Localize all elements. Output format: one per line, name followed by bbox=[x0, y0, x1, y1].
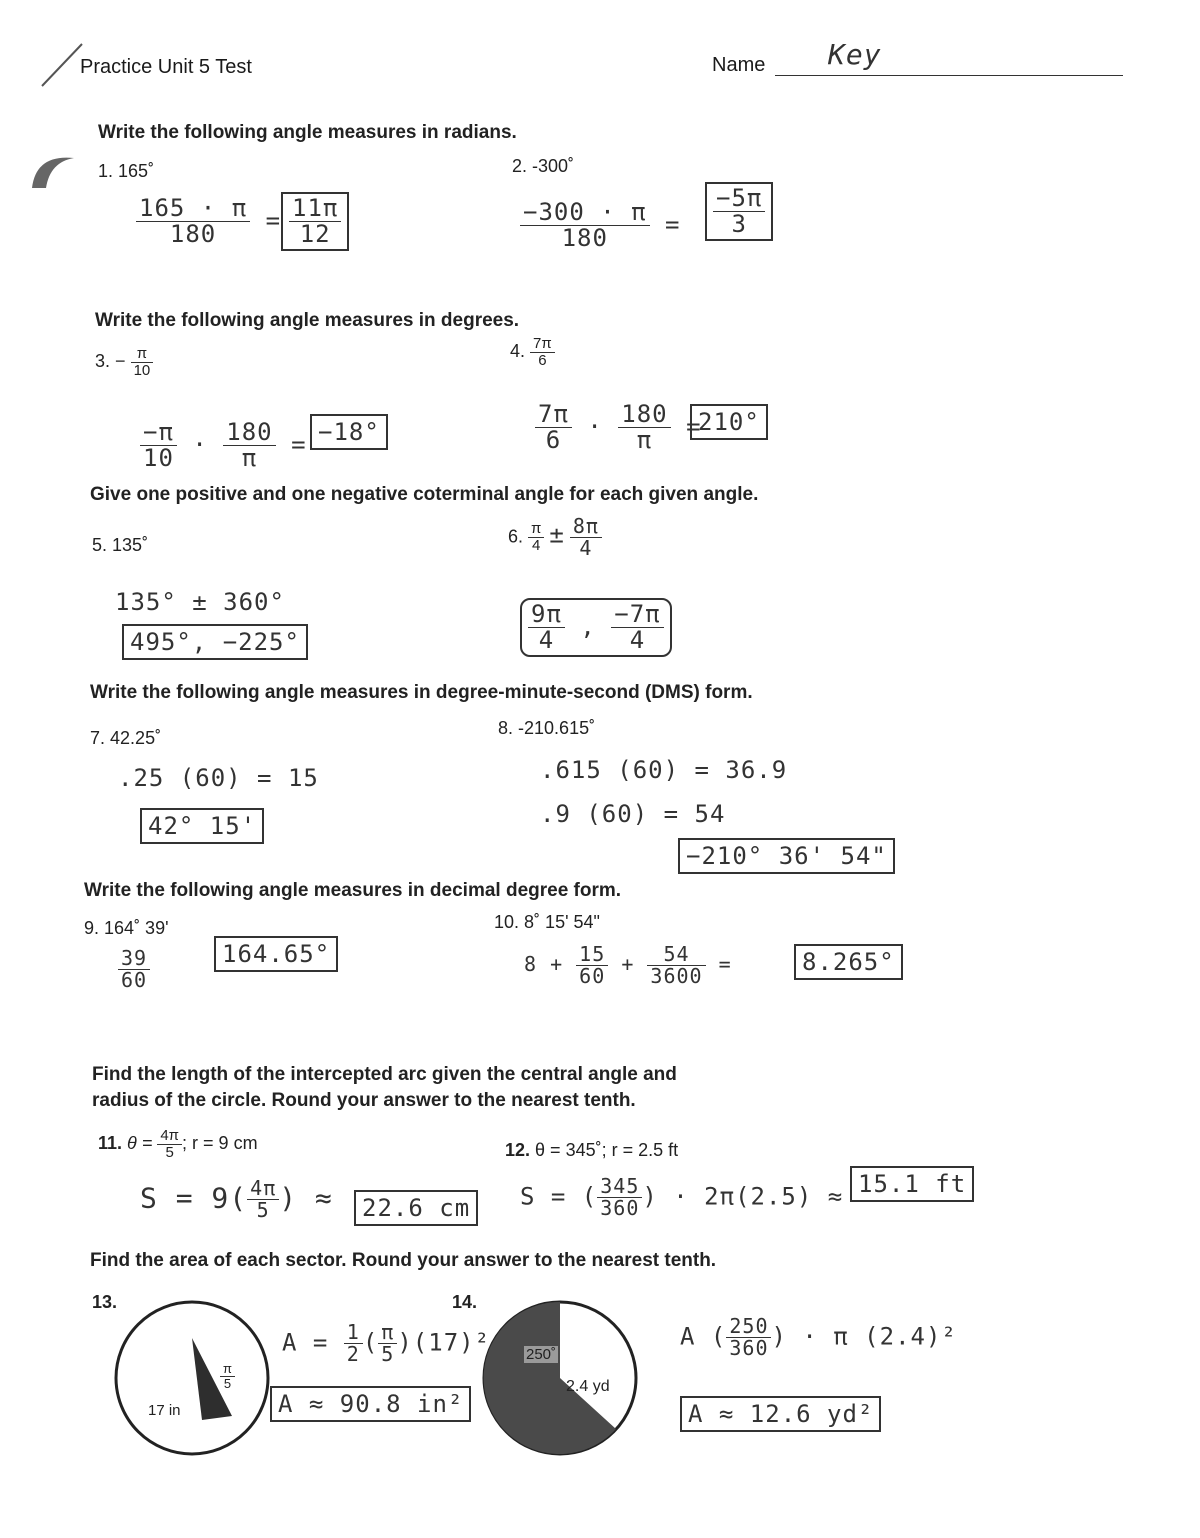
problem-14-number: 14. bbox=[452, 1292, 478, 1312]
work-denominator: 6 bbox=[545, 426, 562, 455]
plus-sign: + bbox=[621, 952, 635, 976]
work-prefix: S = 9( bbox=[140, 1181, 248, 1215]
approx-sign: ≈ bbox=[827, 1182, 844, 1211]
work-paren: ( bbox=[362, 1328, 379, 1357]
answer-numerator: 9π bbox=[528, 602, 565, 628]
answer-7-work: .25 (60) = 15 bbox=[118, 764, 319, 792]
problem-4 bbox=[510, 336, 555, 369]
work-denominator: 180 bbox=[561, 224, 608, 253]
fraction-numerator: π bbox=[528, 521, 544, 538]
problem-value: 164˚ 39' bbox=[104, 918, 169, 938]
problem-3 bbox=[95, 346, 153, 379]
work-prefix: S = ( bbox=[520, 1182, 598, 1211]
answer-3-work bbox=[140, 420, 307, 471]
answer-numerator: −5π bbox=[713, 186, 765, 212]
problem-number: 4. bbox=[510, 341, 526, 361]
work-prefix: A = bbox=[282, 1328, 344, 1357]
problem-6 bbox=[508, 516, 602, 559]
problem-13-figure bbox=[112, 1298, 272, 1458]
approx-sign: ≈ bbox=[314, 1181, 333, 1215]
problem-13-radius-label: 17 in bbox=[148, 1402, 181, 1419]
work-suffix: ) · 2π(2.5) bbox=[642, 1182, 813, 1211]
problem-number: 10. bbox=[494, 912, 520, 932]
problem-number: 6. bbox=[508, 526, 524, 547]
fraction-denominator: 4 bbox=[532, 537, 541, 554]
work-denominator: 5 bbox=[381, 1342, 395, 1366]
answer-10-box: 8.265° bbox=[794, 944, 903, 980]
problem-number: 9. bbox=[84, 918, 100, 938]
work-numerator: 165 · π bbox=[136, 196, 250, 222]
answer-denominator: 12 bbox=[299, 220, 331, 249]
answer-14-work bbox=[680, 1316, 957, 1359]
work-numerator: π bbox=[378, 1322, 397, 1344]
fraction-denominator: 10 bbox=[133, 361, 151, 379]
problem-8 bbox=[498, 718, 595, 739]
problem-5 bbox=[92, 535, 148, 556]
problem-value: θ = 345˚; r = 2.5 ft bbox=[535, 1140, 679, 1160]
answer-6-box bbox=[520, 598, 672, 657]
fraction-numerator: 7π bbox=[530, 336, 555, 353]
work-term: 8 + bbox=[524, 952, 564, 976]
answer-11-box: 22.6 cm bbox=[354, 1190, 478, 1226]
answer-5-box: 495°, −225° bbox=[122, 624, 308, 660]
problem-value: 165˚ bbox=[118, 161, 155, 181]
problem-11 bbox=[98, 1128, 258, 1161]
problem-number: 8. bbox=[498, 718, 514, 738]
angle-numerator: π bbox=[220, 1362, 235, 1377]
problem-1 bbox=[98, 161, 154, 182]
answer-denominator: 3 bbox=[731, 210, 747, 239]
answer-10-work bbox=[524, 944, 732, 987]
work-prefix: A ( bbox=[680, 1322, 727, 1351]
work-numerator: 39 bbox=[118, 948, 150, 970]
answer-7-box: 42° 15' bbox=[140, 808, 264, 844]
section-coterminal-heading: Give one positive and one negative coterminal angle for each given angle. bbox=[90, 484, 759, 505]
work-numerator: 345 bbox=[597, 1176, 642, 1198]
work-numerator: 1 bbox=[344, 1322, 363, 1344]
section-dms-heading: Write the following angle measures in degree-minute-second (DMS) form. bbox=[90, 682, 753, 703]
equals-sign: = bbox=[665, 210, 681, 239]
answer-1-box bbox=[281, 192, 349, 251]
work-denominator: 180 bbox=[169, 220, 217, 249]
section-radians-heading: Write the following angle measures in radians. bbox=[98, 122, 517, 143]
page-title: Practice Unit 5 Test bbox=[80, 56, 252, 78]
work-denominator: 10 bbox=[143, 444, 174, 473]
work-denominator: π bbox=[241, 444, 258, 473]
problem-number: 7. bbox=[90, 728, 106, 748]
answer-8-box: −210° 36' 54" bbox=[678, 838, 895, 874]
negative-sign: − bbox=[115, 351, 126, 371]
work-denominator: 3600 bbox=[650, 964, 703, 988]
problem-theta: θ = bbox=[127, 1133, 153, 1153]
work-numerator: 7π bbox=[535, 402, 572, 428]
work-numerator: −π bbox=[140, 420, 177, 446]
equals-sign: = bbox=[265, 206, 282, 235]
answer-12-work bbox=[520, 1176, 843, 1219]
equals-sign: = bbox=[718, 952, 732, 976]
answer-8-work-line-1: .615 (60) = 36.9 bbox=[540, 756, 788, 784]
answer-4-work bbox=[535, 402, 702, 453]
problem-number: 5. bbox=[92, 535, 108, 555]
answer-14-box: A ≈ 12.6 yd² bbox=[680, 1396, 881, 1432]
answer-separator: , bbox=[580, 612, 596, 641]
work-denominator: 5 bbox=[256, 1198, 270, 1222]
answer-2-box bbox=[705, 182, 773, 241]
answer-1-work bbox=[136, 196, 281, 247]
plus-minus-sign: ± bbox=[549, 520, 565, 549]
answer-9-work bbox=[118, 948, 150, 991]
work-suffix: )(17)² bbox=[397, 1328, 491, 1357]
problem-number: 1. bbox=[98, 161, 114, 181]
answer-4-box: 210° bbox=[690, 404, 768, 440]
section-arc-heading-line-1: Find the length of the intercepted arc given the central angle and bbox=[92, 1064, 677, 1085]
work-denominator: 360 bbox=[600, 1196, 640, 1220]
problem-number: 12. bbox=[505, 1140, 531, 1160]
problem-13-angle-label bbox=[220, 1362, 235, 1390]
work-denominator: 60 bbox=[121, 968, 148, 992]
problem-value: 135˚ bbox=[112, 535, 149, 555]
work-denominator: 360 bbox=[729, 1336, 769, 1360]
answer-13-work bbox=[282, 1322, 490, 1365]
problem-14-figure bbox=[480, 1298, 640, 1458]
answer-5-work: 135° ± 360° bbox=[115, 588, 285, 616]
problem-13-number: 13. bbox=[92, 1292, 118, 1312]
work-numerator: 4π bbox=[247, 1178, 279, 1200]
answer-12-box: 15.1 ft bbox=[850, 1166, 974, 1202]
multiply-dot: · bbox=[192, 430, 208, 459]
problem-9 bbox=[84, 918, 169, 939]
work-denominator: 2 bbox=[346, 1342, 360, 1366]
problem-number: 2. bbox=[512, 156, 528, 176]
answer-numerator: 11π bbox=[289, 196, 341, 222]
name-label: Name bbox=[712, 54, 766, 76]
hole-punch-shadow bbox=[30, 148, 78, 190]
work-numerator: 54 bbox=[647, 944, 705, 966]
fraction-denominator: 6 bbox=[538, 351, 547, 369]
section-decimal-heading: Write the following angle measures in decimal degree form. bbox=[84, 880, 622, 901]
work-denominator: 60 bbox=[579, 964, 606, 988]
work-numerator: 8π bbox=[570, 516, 602, 538]
work-suffix: ) · π (2.4)² bbox=[771, 1322, 957, 1351]
fraction-numerator: π bbox=[131, 346, 154, 363]
fraction-denominator: 5 bbox=[165, 1143, 174, 1161]
equals-sign: = bbox=[291, 430, 307, 459]
name-value: Key bbox=[828, 38, 882, 71]
answer-13-box: A ≈ 90.8 in² bbox=[270, 1386, 471, 1422]
problem-value: -210.615˚ bbox=[518, 718, 596, 738]
answer-denominator: 4 bbox=[538, 626, 555, 655]
section-sector-heading: Find the area of each sector. Round your answer to the nearest tenth. bbox=[90, 1250, 717, 1271]
problem-14-angle-label: 250˚ bbox=[526, 1346, 557, 1363]
work-numerator: 250 bbox=[726, 1316, 771, 1338]
work-denominator: π bbox=[636, 426, 653, 455]
angle-denominator: 5 bbox=[223, 1375, 232, 1391]
section-arc-heading-line-2: radius of the circle. Round your answer to the nearest tenth. bbox=[92, 1090, 636, 1111]
problem-7 bbox=[90, 728, 161, 749]
multiply-dot: · bbox=[587, 412, 603, 441]
equals-sign: = bbox=[686, 412, 702, 441]
answer-2-work bbox=[520, 200, 681, 251]
problem-value: -300˚ bbox=[532, 156, 575, 176]
work-numerator: 180 bbox=[618, 402, 670, 428]
problem-10 bbox=[494, 912, 600, 933]
work-denominator: 4 bbox=[579, 536, 593, 560]
answer-9-box: 164.65° bbox=[214, 936, 338, 972]
answer-numerator: −7π bbox=[611, 602, 663, 628]
problem-number: 3. bbox=[95, 351, 111, 371]
fraction-numerator: 4π bbox=[157, 1128, 182, 1145]
work-numerator: 15 bbox=[576, 944, 608, 966]
work-numerator: 180 bbox=[223, 420, 275, 446]
work-suffix: ) bbox=[279, 1181, 298, 1215]
problem-radius: ; r = 9 cm bbox=[182, 1133, 258, 1153]
answer-3-box: −18° bbox=[310, 414, 388, 450]
problem-2 bbox=[512, 156, 574, 177]
name-line bbox=[775, 75, 1123, 76]
problem-value: 8˚ 15' 54" bbox=[524, 912, 600, 932]
problem-14-radius-label: 2.4 yd bbox=[566, 1378, 610, 1395]
problem-number: 11. bbox=[98, 1133, 123, 1153]
answer-11-work bbox=[140, 1178, 333, 1221]
problem-value: 42.25˚ bbox=[110, 728, 162, 748]
work-numerator: −300 · π bbox=[520, 200, 650, 226]
section-degrees-heading: Write the following angle measures in degrees. bbox=[95, 310, 520, 331]
answer-8-work-line-2: .9 (60) = 54 bbox=[540, 800, 726, 828]
answer-denominator: 4 bbox=[629, 626, 646, 655]
problem-12 bbox=[505, 1140, 678, 1161]
